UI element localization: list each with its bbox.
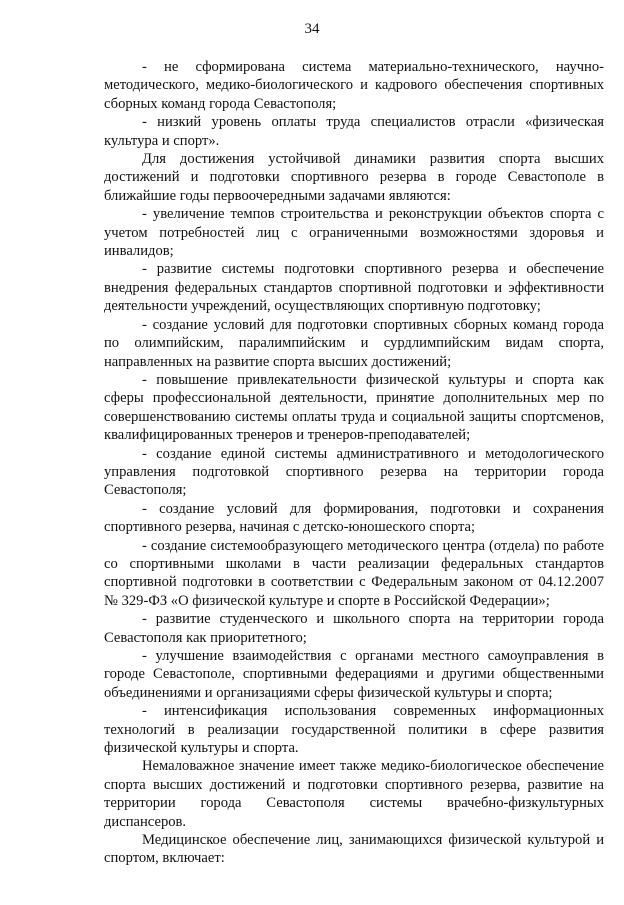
paragraph: - развитие системы подготовки спортивного резерва и обеспечение внедрения федеральных стандартов спортивной подготовки и эффективности деятельности учреждений, осуществляющих спортивную подготовку; (104, 261, 604, 315)
paragraph: Медицинское обеспечение лиц, занимающихся физической культурой и спортом, включает: (104, 832, 604, 867)
paragraph: Для достижения устойчивой динамики развития спорта высших достижений и подготовки спортивного резерва в городе Севастополе в ближайшие годы первоочередными задачами являются: (104, 151, 604, 204)
paragraph: - создание условий для подготовки спортивных сборных команд города по олимпийским, паралимпийским и сурдлимпийским видам спорта, направленных на развитие спорта высших достижений; (104, 316, 604, 370)
paragraph: - не сформирована система материально-технического, научно-методического, медико-биологического и кадрового обеспечения спортивных сборных команд города Севастополя; (104, 59, 604, 112)
paragraph: - низкий уровень оплаты труда специалистов отрасли «физическая культура и спорт». (104, 114, 604, 149)
paragraph: - интенсификация использования современных информационных технологий в реализации государственной политики в сфере развития физической культуры и спорта. (104, 703, 604, 757)
document-body (104, 58, 604, 868)
paragraph: - улучшение взаимодействия с органами местного самоуправления в городе Севастополе, спортивными федерациями и другими общественными объединениями и организациями сферы физической культуры и спорта; (104, 648, 604, 701)
paragraph: - создание системообразующего методического центра (отдела) по работе со спортивными школами в части реализации федеральных стандартов спортивной подготовки в соответствии с Федеральным законом от 04.12.2007 № 329-ФЗ «О физической культуре и спорте в Российской Федерации»; (104, 537, 604, 609)
page-number: 34 (304, 21, 320, 37)
paragraph: - создание единой системы административного и методологического управления подготовкой спортивного резерва на территории города Севастополя; (104, 445, 604, 499)
paragraph: - увеличение темпов строительства и реконструкции объектов спорта с учетом потребностей лиц с ограниченными возможностями здоровья и инвалидов; (104, 206, 604, 260)
paragraph: Немаловажное значение имеет также медико-биологическое обеспечение спорта высших достижений и подготовки спортивного резерва, развитие на территории города Севастополя системы врачебно-физкультурных диспансеров. (104, 758, 604, 830)
paragraph: - развитие студенческого и школьного спорта на территории города Севастополя как приоритетного; (104, 611, 604, 646)
paragraph: - создание условий для формирования, подготовки и сохранения спортивного резерва, начиная с детско-юношеского спорта; (104, 500, 604, 536)
paragraph: - повышение привлекательности физической культуры и спорта как сферы профессиональной деятельности, принятие дополнительных мер по совершенствованию системы оплаты труда и социальной защиты спортсменов, квалифицированных тренеров и тренеров-преподавателей; (104, 371, 604, 444)
